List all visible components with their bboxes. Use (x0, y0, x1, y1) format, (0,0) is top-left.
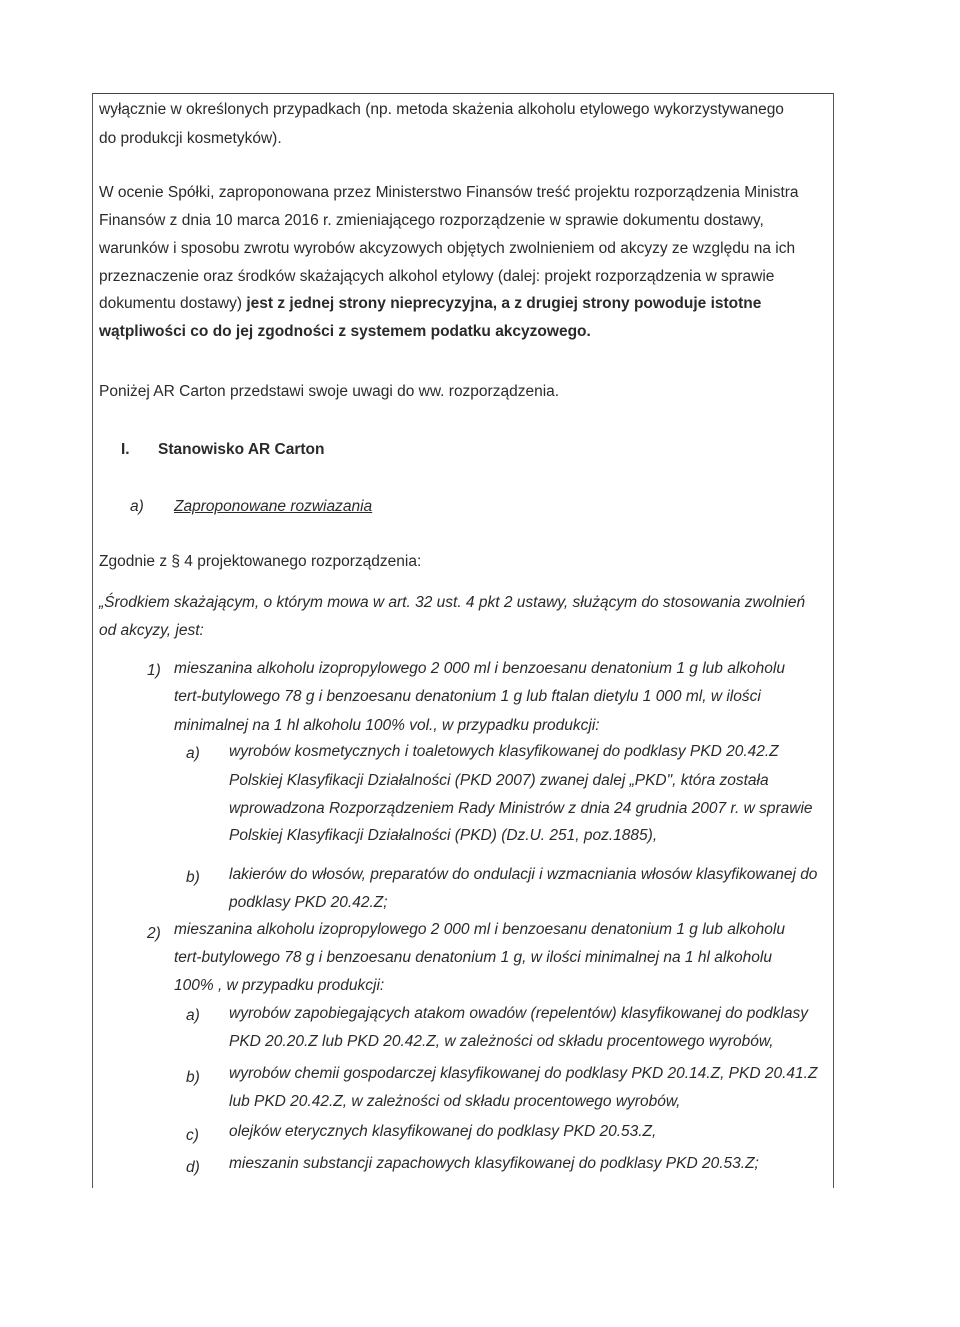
item1-a-line-4: Polskiej Klasyfikacji Działalności (PKD) (Dz.U. 251, poz.1885), (229, 827, 658, 844)
quote-line-1: „Środkiem skażającym, o którym mowa w art. 32 ust. 4 pkt 2 ustawy, służącym do stosowania zwolnień (99, 594, 806, 611)
quote-line-2: od akcyzy, jest: (99, 622, 204, 639)
item2-b-line-2: lub PKD 20.42.Z, w zależności od składu procentowego wyrobów, (229, 1093, 681, 1110)
item2-c-line-1: olejków eterycznych klasyfikowanej do podklasy PKD 20.53.Z, (229, 1123, 657, 1140)
item1-a-line-1: wyrobów kosmetycznych i toaletowych klasyfikowanej do podklasy PKD 20.42.Z (229, 743, 779, 760)
item2-a-letter: a) (186, 1007, 200, 1024)
frame-right-border (833, 93, 834, 1188)
item2-b-line-1: wyrobów chemii gospodarczej klasyfikowanej do podklasy PKD 20.14.Z, PKD 20.41.Z (229, 1065, 818, 1082)
item1-number: 1) (147, 662, 161, 679)
opinion-line-2: Finansów z dnia 10 marca 2016 r. zmieniającego rozporządzenie w sprawie dokumentu dostawy, (99, 212, 764, 229)
item2-d-line-1: mieszanin substancji zapachowych klasyfikowanej do podklasy PKD 20.53.Z; (229, 1155, 759, 1172)
frame-top-border (92, 93, 833, 94)
opinion-line-4: przeznaczenie oraz środków skażających alkohol etylowy (dalej: projekt rozporządzenia w sprawie (99, 268, 775, 285)
opinion-line-5-bold: jest z jednej strony nieprecyzyjna, a z drugiej strony powoduje istotne (246, 295, 762, 312)
remarks-intro: Poniżej AR Carton przedstawi swoje uwagi do ww. rozporządzenia. (99, 383, 560, 400)
item2-b-letter: b) (186, 1069, 200, 1086)
subsection-title: Zaproponowane rozwiazania (174, 498, 373, 515)
section-title: Stanowisko AR Carton (158, 441, 325, 458)
item1-b-letter: b) (186, 869, 200, 886)
item1-line-2: tert-butylowego 78 g i benzoesanu denatonium 1 g lub ftalan dietylu 1 000 ml, w ilości (174, 688, 761, 705)
item2-line-3: 100% , w przypadku produkcji: (174, 977, 385, 994)
intro-line-1: wyłącznie w określonych przypadkach (np. metoda skażenia alkoholu etylowego wykorzystywanego (99, 101, 784, 118)
item1-line-3: minimalnej na 1 hl alkoholu 100% vol., w przypadku produkcji: (174, 717, 600, 734)
item2-d-letter: d) (186, 1159, 200, 1176)
item2-a-line-1: wyrobów zapobiegających atakom owadów (repelentów) klasyfikowanej do podklasy (229, 1005, 808, 1022)
opinion-line-5 (99, 294, 761, 314)
according-line: Zgodnie z § 4 projektowanego rozporządzenia: (99, 553, 422, 570)
opinion-line-1: W ocenie Spółki, zaproponowana przez Ministerstwo Finansów treść projektu rozporządzenia Ministra (99, 184, 799, 201)
item2-line-2: tert-butylowego 78 g i benzoesanu denatonium 1 g, w ilości minimalnej na 1 hl alkoholu (174, 949, 772, 966)
item1-a-letter: a) (186, 745, 200, 762)
opinion-line-6: wątpliwości co do jej zgodności z systemem podatku akcyzowego. (99, 323, 591, 340)
section-number: I. (121, 441, 130, 458)
item1-b-line-1: lakierów do włosów, preparatów do ondulacji i wzmacniania włosów klasyfikowanej do (229, 866, 818, 883)
item2-a-line-2: PKD 20.20.Z lub PKD 20.42.Z, w zależności od składu procentowego wyrobów, (229, 1033, 774, 1050)
item2-c-letter: c) (186, 1127, 199, 1144)
item1-a-line-3: wprowadzona Rozporządzeniem Rady Ministrów z dnia 24 grudnia 2007 r. w sprawie (229, 800, 813, 817)
opinion-line-3: warunków i sposobu zwrotu wyrobów akcyzowych objętych zwolnieniem od akcyzy ze względu na ich (99, 240, 796, 257)
item2-line-1: mieszanina alkoholu izopropylowego 2 000 ml i benzoesanu denatonium 1 g lub alkoholu (174, 921, 785, 938)
subsection-letter: a) (130, 498, 144, 515)
intro-line-2: do produkcji kosmetyków). (99, 130, 282, 147)
item1-line-1: mieszanina alkoholu izopropylowego 2 000 ml i benzoesanu denatonium 1 g lub alkoholu (174, 660, 785, 677)
frame-left-border (92, 93, 93, 1188)
item2-number: 2) (147, 925, 161, 942)
item1-b-line-2: podklasy PKD 20.42.Z; (229, 894, 388, 911)
item1-a-line-2: Polskiej Klasyfikacji Działalności (PKD 2007) zwanej dalej „PKD", która została (229, 772, 769, 789)
opinion-line-5-plain: dokumentu dostawy) (99, 295, 243, 312)
